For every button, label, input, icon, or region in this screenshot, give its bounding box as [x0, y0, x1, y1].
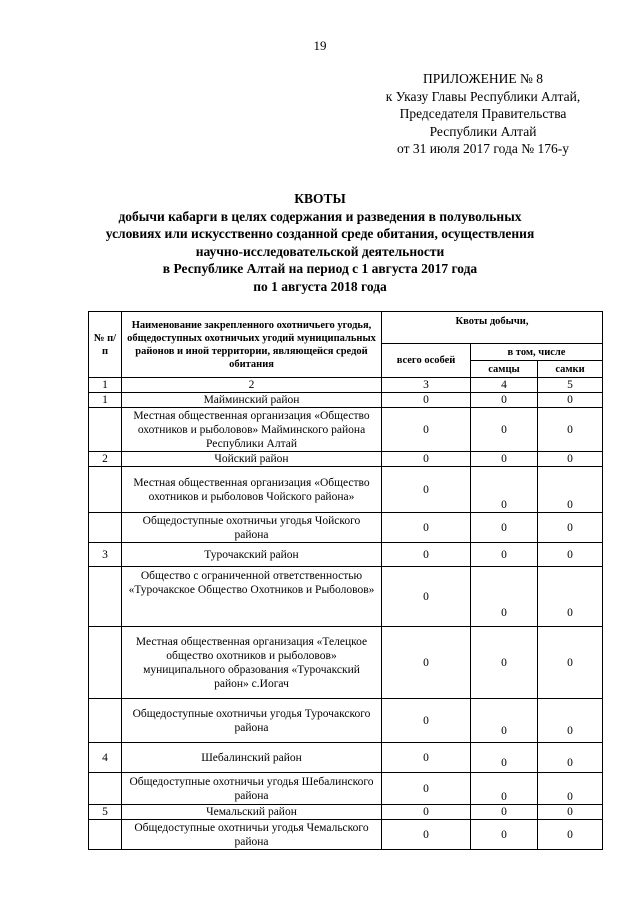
row-num — [89, 773, 122, 805]
row-males: 0 — [471, 567, 538, 627]
row-name: Местная общественная организация «Телецкое общество охотников и рыболовов» муниципального образования «Турочакский район» с.Иогач — [122, 627, 382, 699]
row-males: 0 — [471, 820, 538, 850]
table-row — [89, 627, 603, 699]
row-females: 0 — [538, 820, 603, 850]
col-number: 4 — [471, 378, 538, 393]
title-line: КВОТЫ — [294, 191, 346, 206]
row-males: 0 — [471, 627, 538, 699]
row-females: 0 — [538, 567, 603, 627]
row-males: 0 — [471, 743, 538, 773]
row-total: 0 — [382, 805, 471, 820]
row-total: 0 — [382, 627, 471, 699]
row-name: Общедоступные охотничьи угодья Чойского района — [122, 513, 382, 543]
row-total: 0 — [382, 513, 471, 543]
row-name: Шебалинский район — [122, 743, 382, 773]
appendix-line: Республики Алтай — [429, 123, 537, 139]
row-total: 0 — [382, 773, 471, 805]
row-name: Местная общественная организация «Общество охотников и рыболовов» Майминского района Республики Алтай — [122, 408, 382, 452]
row-males: 0 — [471, 408, 538, 452]
appendix-block — [352, 70, 614, 158]
quota-table — [88, 311, 603, 850]
header-num: № п/п — [89, 312, 122, 378]
table-row — [89, 393, 603, 408]
row-males: 0 — [471, 467, 538, 513]
row-num — [89, 627, 122, 699]
appendix-line: Председателя Правительства — [399, 106, 567, 121]
row-total: 0 — [382, 567, 471, 627]
row-females: 0 — [538, 805, 603, 820]
row-males: 0 — [471, 543, 538, 567]
row-num: 4 — [89, 743, 122, 773]
row-females: 0 — [538, 627, 603, 699]
row-total: 0 — [382, 467, 471, 513]
table-row — [89, 467, 603, 513]
row-num: 2 — [89, 452, 122, 467]
table-row — [89, 743, 603, 773]
row-males: 0 — [471, 773, 538, 805]
row-num: 5 — [89, 805, 122, 820]
appendix-line: ПРИЛОЖЕНИЕ № 8 — [422, 71, 544, 86]
title-line: по 1 августа 2018 года — [253, 278, 387, 294]
row-females: 0 — [538, 513, 603, 543]
table-row — [89, 543, 603, 567]
row-num — [89, 820, 122, 850]
header-including: в том, числе — [471, 344, 603, 361]
row-num — [89, 699, 122, 743]
row-name: Чемальский район — [122, 805, 382, 820]
row-num: 1 — [89, 393, 122, 408]
col-number: 2 — [122, 378, 382, 393]
col-number: 3 — [382, 378, 471, 393]
table-row — [89, 408, 603, 452]
table-row — [89, 567, 603, 627]
row-males: 0 — [471, 805, 538, 820]
row-females: 0 — [538, 699, 603, 743]
header-males: самцы — [471, 361, 538, 378]
row-total: 0 — [382, 393, 471, 408]
row-males: 0 — [471, 452, 538, 467]
row-num — [89, 467, 122, 513]
table-row — [89, 513, 603, 543]
row-total: 0 — [382, 820, 471, 850]
table-row — [89, 699, 603, 743]
table-row — [89, 773, 603, 805]
header-name: Наименование закрепленного охотничьего угодья, общедоступных охотничьих угодий муниципальных районов и иной территории, являющейся средой обитания — [122, 312, 382, 378]
row-total: 0 — [382, 699, 471, 743]
row-total: 0 — [382, 452, 471, 467]
row-name: Чойский район — [122, 452, 382, 467]
document-title — [60, 190, 580, 295]
row-name: Общество с ограниченной ответственностью «Турочакское Общество Охотников и Рыболовов» — [122, 567, 382, 627]
title-line: добычи кабарги в целях содержания и разведения в полувольных — [118, 208, 522, 224]
col-number: 1 — [89, 378, 122, 393]
table-row — [89, 820, 603, 850]
row-name: Майминский район — [122, 393, 382, 408]
appendix-line: к Указу Главы Республики Алтай, — [385, 88, 581, 104]
row-females: 0 — [538, 452, 603, 467]
row-males: 0 — [471, 513, 538, 543]
table-row — [89, 805, 603, 820]
row-females: 0 — [538, 408, 603, 452]
row-name: Общедоступные охотничьи угодья Шебалинского района — [122, 773, 382, 805]
title-line: условиях или искусственно созданной среде обитания, осуществления — [105, 226, 535, 241]
appendix-line: от 31 июля 2017 года № 176-у — [397, 141, 569, 156]
title-line: в Республике Алтай на период с 1 августа 2017 года — [162, 261, 478, 276]
page-number: 19 — [313, 38, 327, 53]
row-females: 0 — [538, 743, 603, 773]
row-name: Местная общественная организация «Общество охотников и рыболовов Чойского района» — [122, 467, 382, 513]
row-name: Общедоступные охотничьи угодья Чемальского района — [122, 820, 382, 850]
row-num — [89, 567, 122, 627]
col-number: 5 — [538, 378, 603, 393]
row-females: 0 — [538, 393, 603, 408]
title-line: научно-исследовательской деятельности — [195, 243, 445, 259]
row-females: 0 — [538, 467, 603, 513]
row-females: 0 — [538, 773, 603, 805]
row-name: Общедоступные охотничьи угодья Турочакского района — [122, 699, 382, 743]
row-males: 0 — [471, 393, 538, 408]
header-quotas: Квоты добычи, — [382, 312, 603, 344]
row-males: 0 — [471, 699, 538, 743]
row-num — [89, 513, 122, 543]
row-num: 3 — [89, 543, 122, 567]
row-name: Турочакский район — [122, 543, 382, 567]
row-total: 0 — [382, 743, 471, 773]
row-females: 0 — [538, 543, 603, 567]
table-row — [89, 452, 603, 467]
row-total: 0 — [382, 408, 471, 452]
row-num — [89, 408, 122, 452]
header-females: самки — [538, 361, 603, 378]
row-total: 0 — [382, 543, 471, 567]
header-total: всего особей — [382, 344, 471, 378]
